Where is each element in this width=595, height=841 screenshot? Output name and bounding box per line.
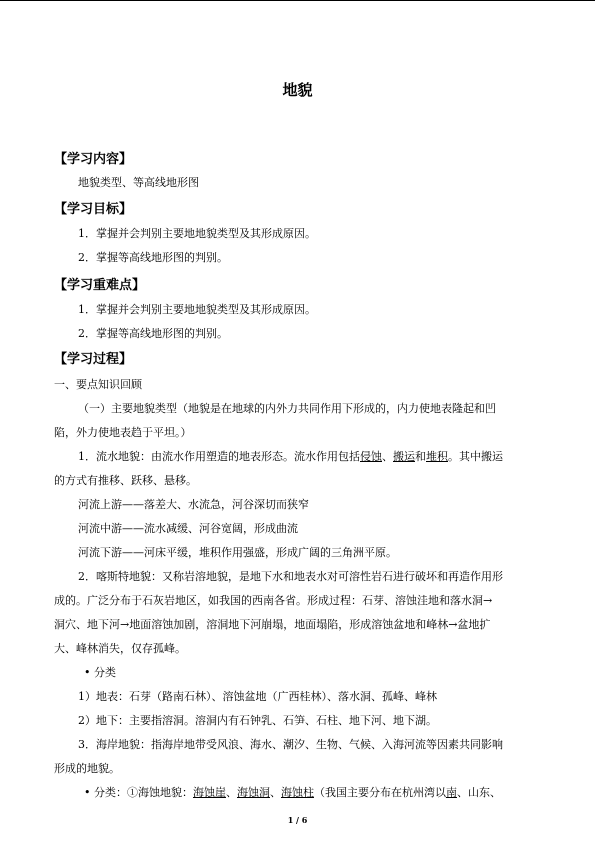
body-text: 、 bbox=[382, 450, 393, 463]
underlined-term: 海蚀柱 bbox=[280, 786, 314, 799]
section-header-keypoints: 【学习重难点】 bbox=[54, 278, 146, 293]
body-text: 、山东、 bbox=[456, 786, 501, 799]
body-line: 洞穴、地下河→地面溶蚀加剧，溶洞地下河崩塌，地面塌陷，形成溶蚀盆地和峰林→盆地扩 bbox=[54, 618, 491, 631]
top-border-line bbox=[0, 0, 595, 1]
underlined-term: 堆积 bbox=[426, 450, 448, 463]
page-number: 1 / 6 bbox=[287, 815, 308, 825]
underlined-term: 海蚀洞 bbox=[236, 786, 270, 799]
body-line: 2）地下：主要指溶洞。溶洞内有石钟乳、石笋、石柱、地下河、地下湖。 bbox=[78, 714, 437, 727]
body-line: 形成的地貌。 bbox=[54, 762, 120, 775]
section-header-process: 【学习过程】 bbox=[54, 352, 133, 367]
body-text: （我国主要分布在杭州湾以 bbox=[313, 786, 446, 799]
body-line: 大、峰林消失，仅存孤峰。 bbox=[54, 642, 186, 655]
underlined-term: 搬运 bbox=[393, 450, 415, 463]
body-line: 3．海岸地貌：指海岸地带受风浪、海水、潮汐、生物、气候、入海河流等因素共同影响 bbox=[78, 738, 503, 751]
body-text: 。其中搬运 bbox=[448, 450, 503, 463]
body-line: 的方式有推移、跃移、悬移。 bbox=[54, 474, 197, 487]
body-line: • 分类 bbox=[84, 666, 116, 679]
body-line: 成的。广泛分布于石灰岩地区，如我国的西南各省。形成过程：石芽、溶蚀洼地和落水洞→ bbox=[54, 594, 493, 607]
body-text: 1．流水地貌：由流水作用塑造的地表形态。流水作用包括 bbox=[78, 450, 360, 463]
body-text: 和 bbox=[415, 450, 426, 463]
content-text: 地貌类型、等高线地形图 bbox=[78, 176, 199, 189]
underlined-term: 侵蚀 bbox=[360, 450, 382, 463]
body-line: 河流上游——落差大、水流急，河谷深切而狭窄 bbox=[78, 498, 309, 511]
underlined-term: 海蚀崖 bbox=[192, 786, 226, 799]
body-line: 河流中游——流水减缓、河谷宽阔，形成曲流 bbox=[78, 522, 298, 535]
keypoint-item: 2．掌握等高线地形图的判别。 bbox=[78, 327, 228, 340]
body-line bbox=[84, 781, 572, 805]
underlined-term: 南 bbox=[445, 786, 457, 799]
body-line: 1）地表：石芽（路南石林）、溶蚀盆地（广西桂林）、落水洞、孤峰、峰林 bbox=[78, 690, 437, 703]
keypoint-item: 1．掌握并会判别主要地地貌类型及其形成原因。 bbox=[78, 303, 316, 316]
section-header-content: 【学习内容】 bbox=[54, 152, 133, 167]
body-text: 、 bbox=[225, 786, 237, 799]
goal-item: 1．掌握并会判别主要地地貌类型及其形成原因。 bbox=[78, 227, 316, 240]
page-title: 地貌 bbox=[282, 81, 313, 99]
body-line: 陷，外力使地表趋于平坦。） bbox=[54, 426, 192, 439]
body-line: （一）主要地貌类型（地貌是在地球的内外力共同作用下形成的，内力使地表隆起和凹 bbox=[78, 402, 496, 415]
section-header-goals: 【学习目标】 bbox=[54, 202, 133, 217]
body-line: 河流下游——河床平缓，堆积作用强盛，形成广阔的三角洲平原。 bbox=[78, 546, 397, 559]
body-line: 一、要点知识回顾 bbox=[54, 378, 142, 391]
body-line: 2．喀斯特地貌：又称岩溶地貌，是地下水和地表水对可溶性岩石进行破坏和再造作用形 bbox=[78, 570, 503, 583]
body-text: 、 bbox=[269, 786, 281, 799]
goal-item: 2．掌握等高线地形图的判别。 bbox=[78, 251, 228, 264]
body-text: • 分类：①海蚀地貌： bbox=[84, 786, 193, 799]
body-line bbox=[78, 445, 566, 469]
